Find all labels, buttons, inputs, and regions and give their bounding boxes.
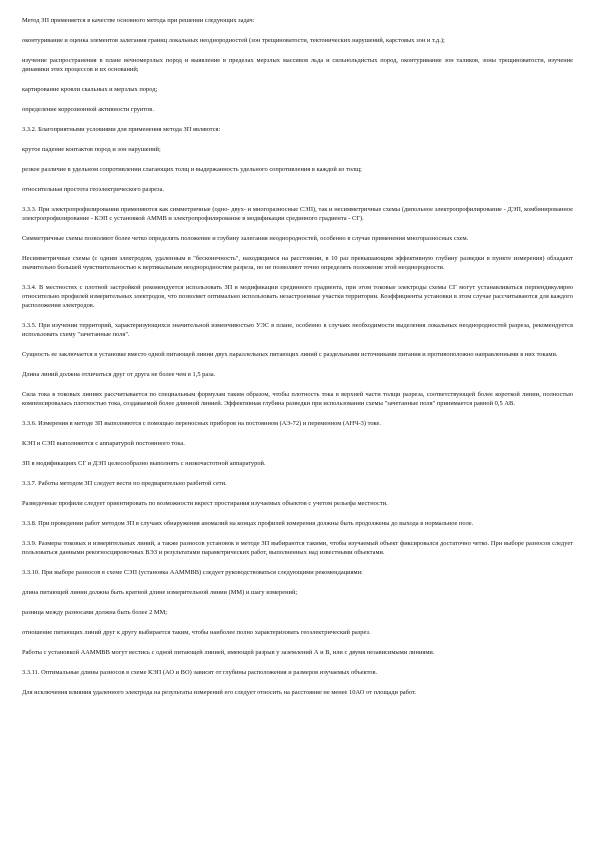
paragraph-20: ЗП в модификациях СГ и ДЭП целесообразно выполнять с низкочастотной аппаратурой. [22, 460, 266, 467]
paragraph-22: Разведочные профили следует ориентировать по возможности вкрест простирания изучаемых объектов с учетом рельефа местности. [22, 500, 388, 507]
paragraph-8: резкое различие в удельном сопротивлении слагающих толщ и выдержанность удельного сопротивления в каждой из толщ; [22, 166, 362, 173]
paragraph-4: картирование кровли скальных и мерзлых пород; [22, 86, 158, 93]
paragraph-31: Для исключения влияния удаленного электрода на результаты измерений его следует относить на расстояние не менее 10АО от площади работ. [22, 689, 417, 696]
paragraph-17: Сила тока в токовых линиях рассчитывается по специальным формулам таким образом, чтобы плотность тока в верхней части толщи разреза, соответствующей более короткой линии, полностью компенсировалась плотностью тока, создаваемой более длинной линией. Эффективная глубина разведки при использовании схемы "зачетанные поля" принимается равной 0,5 АВ. [22, 391, 573, 407]
paragraph-3: изучение распространения в плане вечномерзлых пород и выявление в пределах мерзлых массивов льда и сильнольдистых пород, оконтуривание зон таликов, зоны трещиноватости, изучение динамики этих процессов и их оснований; [22, 57, 573, 73]
section-3-3-7: 3.3.7. Работы методом ЗП следует вести по предварительно разбитой сети. [22, 480, 227, 487]
paragraph-15: Сущность ее заключается в установке вместо одной питающей линии двух параллельных питающих линий с раздельными источниками питания и противоположно направленными в них токами. [22, 351, 558, 358]
paragraph-29: Работы с установкой ААММВВ могут вестись с одной питающей линией, имеющей разрыв у заземлений А и В, или с двумя независимыми линиями. [22, 649, 435, 656]
paragraph-9: относительная простота геоэлектрического разреза. [22, 186, 165, 193]
paragraph-7: крутое падение контактов пород и зон нарушений; [22, 146, 161, 153]
paragraph-16: Длина линий должна отличаться друг от друга не более чем в 1,5 раза. [22, 371, 216, 378]
paragraph-26: длина питающей линии должна быть кратной длине измерительной линии (ММ) и шагу измерений; [22, 589, 298, 596]
paragraph-11: Симметричные схемы позволяют более четко определять положение и глубину залегания неоднородностей, особенно в случае применения многоразносных схем. [22, 235, 469, 242]
paragraph-28: отношение питающих линий друг к другу выбирается таким, чтобы наиболее полно характеризовать геоэлектрический разрез. [22, 629, 371, 636]
section-3-3-4: 3.3.4. В местностях с плотной застройкой рекомендуется использовать ЗП в модификации срединного градиента, при этом токовые электроды схемы СГ могут устанавливаться перпендикулярно относительно профилей измерительных электродов, что позволяет оптимально использовать незастроенные участки территории. Коэффициенты установки в этом случае рассчитываются для каждого расположения электродов. [22, 284, 573, 309]
paragraph-5: определение коррозионной активности грунтов. [22, 106, 154, 113]
section-3-3-9: 3.3.9. Размеры токовых и измерительных линий, а также разносов установок в методе ЗП выбираются такими, чтобы изучаемый объект фиксировался достаточно четко. При выборе разносов следует пользоваться данными рекогносцировочных ВЭЗ и результатами параметрических работ, выполненных над известными объектами. [22, 540, 573, 556]
paragraph-19: КЭП и СЭП выполняются с аппаратурой постоянного тока. [22, 440, 185, 447]
paragraph-2: оконтуривание и оценка элементов залегания границ локальных неоднородностей (зон трещиноватости, тектонических нарушений, карстовых зон и т.д.); [22, 37, 445, 44]
section-3-3-10: 3.3.10. При выборе разносов в схеме СЭП (установка ААММВВ) следует руководствоваться следующими рекомендациями: [22, 569, 363, 576]
paragraph-1: Метод ЗП применяется в качестве основного метода при решении следующих задач: [22, 17, 255, 24]
section-3-3-3: 3.3.3. При электропрофилировании применяются как симметричные (одно- двух- и многоразносные СЭП), так и несимметричные схемы (дипольное электропрофилирование - ДЭП, комбинированное электропрофилирование - КЭП с установкой АММВ и электропрофилирование в модификации срединного градиента - СГ). [22, 206, 573, 222]
section-3-3-11: 3.3.11. Оптимальные длины разносов в схеме КЭП (АО и ВО) зависят от глубины расположения и размеров изучаемых объектов. [22, 669, 378, 676]
paragraph-12: Несимметричные схемы (с одним электродом, удаленным в "бесконечность", находящимся на расстоянии, в 10 раз превышающим эффективную глубину разведки в пункте измерения) обладают значительно большей чувствительностью к вертикальным неоднородностям разреза, но не позволяют точно определять положение этой неоднородности. [22, 255, 573, 271]
section-3-3-2-heading: 3.3.2. Благоприятными условиями для применения метода ЗП являются: [22, 126, 221, 133]
section-3-3-5: 3.3.5. При изучении территорий, характеризующихся значительной изменчивостью УЭС в плане, особенно в случаях необходимости выделения локальных неоднородностей разреза, рекомендуется использовать схему "зачетанные поля". [22, 322, 573, 338]
section-3-3-8: 3.3.8. При проведении работ методом ЗП в случаях обнаружения аномалий на концах профилей измерения должны быть продолжены до выхода в нормальное поле. [22, 520, 474, 527]
section-3-3-6: 3.3.6. Измерения в методе ЗП выполняются с помощью переносных приборов на постоянном (АЭ-72) и переменном (АНЧ-3) токе. [22, 420, 381, 427]
paragraph-27: разница между разносами должна быть более 2 ММ; [22, 609, 168, 616]
